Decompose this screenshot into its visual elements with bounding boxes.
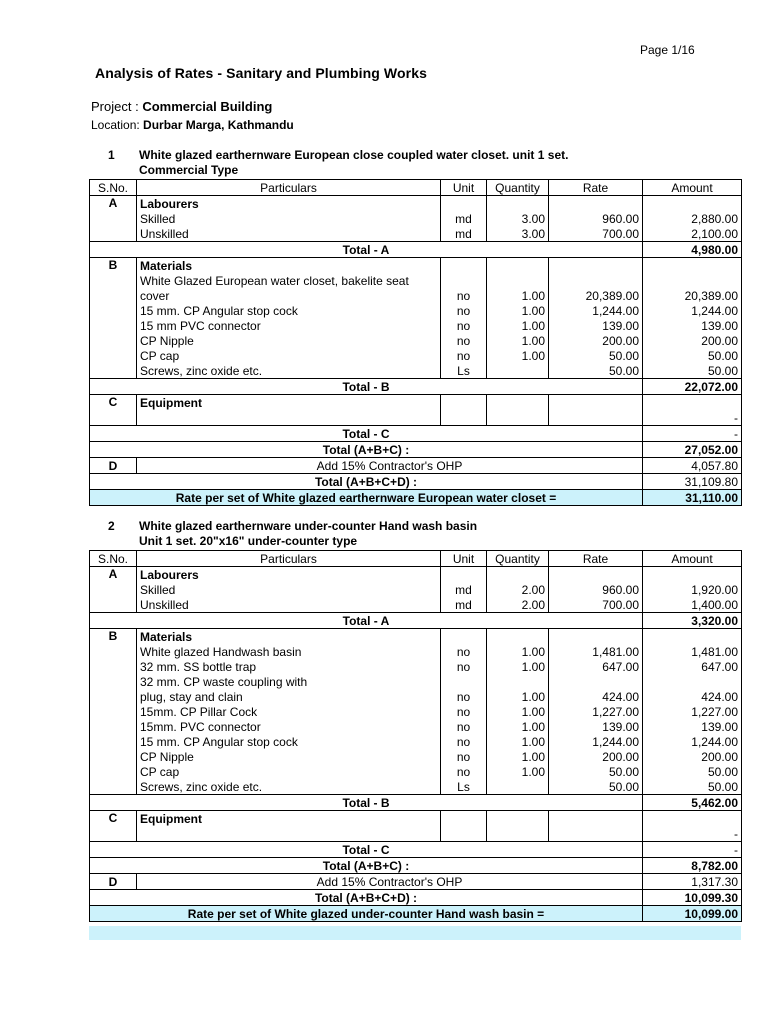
section-label: A (90, 196, 137, 242)
cell-amount: 200.00 (643, 749, 742, 764)
cell-particular: Screws, zinc oxide etc. (137, 363, 441, 379)
cell-particular: Skilled (137, 211, 441, 226)
cell-unit (441, 273, 487, 288)
cell-amount: 50.00 (643, 764, 742, 779)
overhead-row (90, 458, 742, 474)
cell-quantity: 1.00 (487, 348, 549, 363)
page-number: Page 1/16 (640, 43, 695, 57)
cell-unit: no (441, 644, 487, 659)
section-label: C (90, 811, 137, 842)
column-header: Quantity (487, 551, 549, 567)
cell-particular: 15 mm. CP Angular stop cock (137, 303, 441, 318)
cell-rate: 200.00 (549, 749, 643, 764)
subtotal-row (90, 613, 742, 629)
cell-amount: 1,920.00 (643, 582, 742, 597)
cell-rate: 50.00 (549, 348, 643, 363)
cell-amount: 1,227.00 (643, 704, 742, 719)
cell-amount (643, 273, 742, 288)
table-row (90, 674, 742, 689)
column-header: Unit (441, 180, 487, 196)
table-row (90, 597, 742, 613)
item-number: 2 (108, 519, 115, 533)
cell-unit: no (441, 659, 487, 674)
section-label: D (90, 874, 137, 890)
subtotal-amount: - (643, 426, 742, 442)
table-header-row (90, 180, 742, 196)
cell-amount: - (643, 410, 742, 426)
cell-particular: 15mm. CP Pillar Cock (137, 704, 441, 719)
cell-rate: 50.00 (549, 363, 643, 379)
cell-unit: no (441, 764, 487, 779)
cell-quantity: 1.00 (487, 333, 549, 348)
section-label: B (90, 258, 137, 379)
cell-rate: 1,481.00 (549, 644, 643, 659)
cell-unit (441, 674, 487, 689)
cell-particular: 15 mm. CP Angular stop cock (137, 734, 441, 749)
cell-quantity (487, 674, 549, 689)
cell-rate (549, 273, 643, 288)
cell-unit: no (441, 288, 487, 303)
column-header: S.No. (90, 180, 137, 196)
cell-quantity: 1.00 (487, 704, 549, 719)
cell-particular: Unskilled (137, 226, 441, 242)
subtotal-row (90, 795, 742, 811)
cell-particular: 32 mm. SS bottle trap (137, 659, 441, 674)
cell-particular: Unskilled (137, 597, 441, 613)
cell-unit: no (441, 749, 487, 764)
cell-rate: 50.00 (549, 764, 643, 779)
item-title: White glazed earthernware European close coupled water closet. unit 1 set. (139, 148, 569, 162)
total-row (90, 474, 742, 490)
table-row (90, 734, 742, 749)
table-row (90, 764, 742, 779)
cell-rate: 647.00 (549, 659, 643, 674)
cell-rate: 700.00 (549, 597, 643, 613)
table-row (90, 318, 742, 333)
cell-quantity: 1.00 (487, 644, 549, 659)
column-header: Amount (643, 551, 742, 567)
cell-amount: 1,244.00 (643, 734, 742, 749)
cell-quantity: 3.00 (487, 226, 549, 242)
table-row (90, 410, 742, 426)
cell-rate: 139.00 (549, 719, 643, 734)
cell-quantity: 3.00 (487, 211, 549, 226)
table-row (90, 689, 742, 704)
table-row (90, 303, 742, 318)
cell-amount: 139.00 (643, 318, 742, 333)
section-label: D (90, 458, 137, 474)
section-title: Equipment (137, 811, 441, 827)
column-header: Quantity (487, 180, 549, 196)
cell-rate: 960.00 (549, 582, 643, 597)
total-label: Total (A+B+C+D) : (314, 891, 418, 905)
table-row (90, 288, 742, 303)
cell-particular: 32 mm. CP waste coupling with (137, 674, 441, 689)
cell-amount (643, 674, 742, 689)
cell-quantity: 1.00 (487, 749, 549, 764)
column-header: S.No. (90, 551, 137, 567)
cell-unit: md (441, 582, 487, 597)
document-title: Analysis of Rates - Sanitary and Plumbing Works (95, 65, 427, 81)
final-rate-row (90, 906, 742, 922)
subtotal-amount: - (643, 842, 742, 858)
cell-amount: 2,880.00 (643, 211, 742, 226)
overhead-amount: 4,057.80 (643, 458, 742, 474)
section-title: Materials (137, 258, 441, 274)
cell-rate: 960.00 (549, 211, 643, 226)
section-row (90, 811, 742, 827)
cell-rate: 20,389.00 (549, 288, 643, 303)
cell-amount: 424.00 (643, 689, 742, 704)
column-header: Unit (441, 551, 487, 567)
item-heading (91, 148, 568, 178)
subtotal-label: Total - A (342, 243, 390, 257)
total-amount: 27,052.00 (643, 442, 742, 458)
final-rate-amount: 31,110.00 (643, 490, 742, 506)
total-row (90, 890, 742, 906)
table-row (90, 273, 742, 288)
cell-unit: md (441, 226, 487, 242)
final-rate-row (90, 490, 742, 506)
overhead-amount: 1,317.30 (643, 874, 742, 890)
item-number: 1 (108, 148, 115, 162)
project-line (91, 99, 272, 114)
cell-particular: White glazed Handwash basin (137, 644, 441, 659)
cell-amount: 50.00 (643, 363, 742, 379)
cell-quantity (487, 273, 549, 288)
item-subtitle: Unit 1 set. 20"x16" under-counter type (139, 534, 358, 548)
cell-amount: 647.00 (643, 659, 742, 674)
total-amount: 8,782.00 (643, 858, 742, 874)
cell-rate: 1,244.00 (549, 303, 643, 318)
cell-amount: 200.00 (643, 333, 742, 348)
final-rate-label: Rate per set of White glazed earthernware European water closet = (175, 491, 557, 505)
subtotal-row (90, 379, 742, 395)
column-header: Particulars (137, 180, 441, 196)
section-title: Materials (137, 629, 441, 645)
location-label: Location: (91, 118, 140, 132)
table-row (90, 226, 742, 242)
cell-rate: 1,227.00 (549, 704, 643, 719)
cell-rate: 700.00 (549, 226, 643, 242)
cell-amount: 1,481.00 (643, 644, 742, 659)
total-label: Total (A+B+C) : (322, 859, 410, 873)
cell-particular: Skilled (137, 582, 441, 597)
cell-unit: no (441, 318, 487, 333)
table-row (90, 644, 742, 659)
cell-amount: 50.00 (643, 348, 742, 363)
cell-particular: plug, stay and clain (137, 689, 441, 704)
subtotal-amount: 4,980.00 (643, 242, 742, 258)
highlight-bar (89, 926, 741, 940)
section-row (90, 395, 742, 411)
table-row (90, 659, 742, 674)
table-row (90, 333, 742, 348)
location-value: Durbar Marga, Kathmandu (143, 118, 294, 132)
cell-particular: CP Nipple (137, 333, 441, 348)
table-row (90, 719, 742, 734)
overhead-row (90, 874, 742, 890)
cell-amount: - (643, 826, 742, 842)
cell-rate: 139.00 (549, 318, 643, 333)
cell-unit: no (441, 303, 487, 318)
section-title: Equipment (137, 395, 441, 411)
section-row (90, 629, 742, 645)
overhead-label: Add 15% Contractor's OHP (137, 458, 643, 474)
total-amount: 31,109.80 (643, 474, 742, 490)
project-value: Commercial Building (142, 99, 273, 114)
column-header: Particulars (137, 551, 441, 567)
subtotal-label: Total - A (342, 614, 390, 628)
table-row (90, 826, 742, 842)
cell-unit: no (441, 704, 487, 719)
cell-unit: no (441, 734, 487, 749)
total-row (90, 858, 742, 874)
cell-rate (549, 674, 643, 689)
column-header: Rate (549, 180, 643, 196)
cell-amount: 20,389.00 (643, 288, 742, 303)
cell-particular: 15 mm PVC connector (137, 318, 441, 333)
cell-amount: 1,400.00 (643, 597, 742, 613)
cell-quantity: 1.00 (487, 288, 549, 303)
section-row (90, 258, 742, 274)
cell-unit: Ls (441, 363, 487, 379)
cell-particular: CP Nipple (137, 749, 441, 764)
subtotal-row (90, 242, 742, 258)
cell-particular: Screws, zinc oxide etc. (137, 779, 441, 795)
subtotal-label: Total - C (342, 427, 390, 441)
table-row (90, 363, 742, 379)
table-row (90, 704, 742, 719)
subtotal-label: Total - B (342, 796, 390, 810)
section-label: A (90, 567, 137, 613)
cell-rate: 50.00 (549, 779, 643, 795)
cell-quantity: 1.00 (487, 689, 549, 704)
rate-table (89, 179, 742, 506)
project-label: Project : (91, 99, 139, 114)
cell-quantity: 2.00 (487, 582, 549, 597)
subtotal-amount: 5,462.00 (643, 795, 742, 811)
section-row (90, 567, 742, 583)
item-title: White glazed earthernware under-counter Hand wash basin (139, 519, 478, 533)
final-rate-amount: 10,099.00 (643, 906, 742, 922)
table-row (90, 348, 742, 363)
cell-quantity: 1.00 (487, 318, 549, 333)
cell-quantity: 2.00 (487, 597, 549, 613)
cell-quantity: 1.00 (487, 659, 549, 674)
cell-quantity (487, 779, 549, 795)
section-row (90, 196, 742, 212)
subtotal-amount: 22,072.00 (643, 379, 742, 395)
cell-amount: 50.00 (643, 779, 742, 795)
cell-rate: 200.00 (549, 333, 643, 348)
table-row (90, 582, 742, 597)
cell-quantity: 1.00 (487, 303, 549, 318)
overhead-label: Add 15% Contractor's OHP (137, 874, 643, 890)
cell-rate: 1,244.00 (549, 734, 643, 749)
column-header: Amount (643, 180, 742, 196)
table-header-row (90, 551, 742, 567)
cell-unit: no (441, 348, 487, 363)
rate-table (89, 550, 742, 922)
section-title: Labourers (137, 196, 441, 212)
section-label: B (90, 629, 137, 795)
cell-unit: md (441, 211, 487, 226)
item-heading (91, 519, 477, 549)
subtotal-row (90, 426, 742, 442)
cell-particular: White Glazed European water closet, bakelite seat (137, 273, 441, 288)
location-line (91, 118, 294, 132)
table-row (90, 211, 742, 226)
total-label: Total (A+B+C) : (322, 443, 410, 457)
cell-particular: CP cap (137, 764, 441, 779)
cell-particular: CP cap (137, 348, 441, 363)
table-row (90, 749, 742, 764)
cell-particular: 15mm. PVC connector (137, 719, 441, 734)
subtotal-label: Total - C (342, 843, 390, 857)
table-row (90, 779, 742, 795)
subtotal-row (90, 842, 742, 858)
cell-quantity (487, 363, 549, 379)
cell-quantity: 1.00 (487, 719, 549, 734)
cell-unit: Ls (441, 779, 487, 795)
cell-particular: cover (137, 288, 441, 303)
cell-unit: no (441, 689, 487, 704)
cell-rate: 424.00 (549, 689, 643, 704)
section-label: C (90, 395, 137, 426)
subtotal-amount: 3,320.00 (643, 613, 742, 629)
final-rate-label: Rate per set of White glazed under-counter Hand wash basin = (187, 907, 545, 921)
cell-quantity: 1.00 (487, 734, 549, 749)
cell-unit: md (441, 597, 487, 613)
cell-amount: 1,244.00 (643, 303, 742, 318)
cell-unit: no (441, 719, 487, 734)
cell-quantity: 1.00 (487, 764, 549, 779)
column-header: Rate (549, 551, 643, 567)
cell-amount: 139.00 (643, 719, 742, 734)
total-amount: 10,099.30 (643, 890, 742, 906)
total-label: Total (A+B+C+D) : (314, 475, 418, 489)
section-title: Labourers (137, 567, 441, 583)
total-row (90, 442, 742, 458)
cell-unit: no (441, 333, 487, 348)
cell-amount: 2,100.00 (643, 226, 742, 242)
subtotal-label: Total - B (342, 380, 390, 394)
item-subtitle: Commercial Type (139, 163, 239, 177)
